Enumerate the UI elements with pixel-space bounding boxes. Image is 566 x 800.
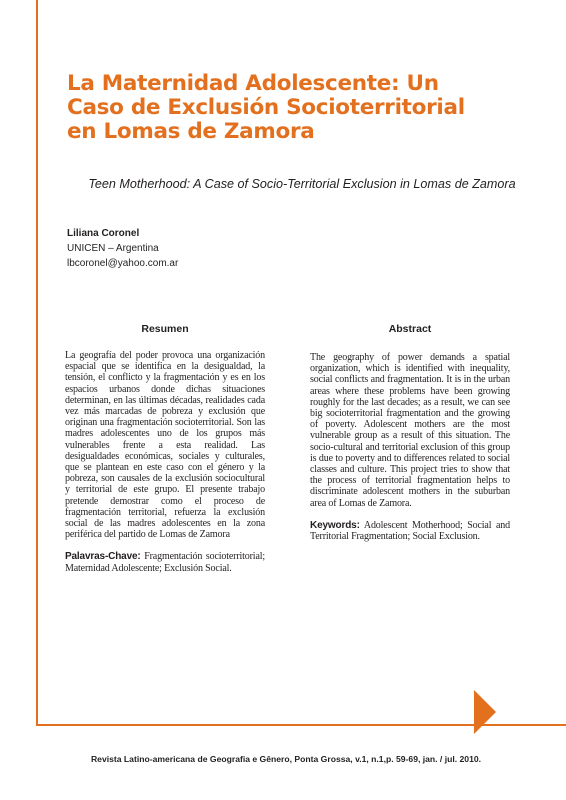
- author-email[interactable]: lbcoronel@yahoo.com.ar: [67, 258, 179, 269]
- resumen-keywords-text: Fragmentación socioterritorial; Maternidad Adolescente; Exclusión Social.: [65, 551, 265, 574]
- abstract-heading: Abstract: [388, 323, 432, 335]
- author-name: Liliana Coronel: [67, 228, 140, 239]
- abstract-keywords-label: Keywords:: [310, 519, 360, 531]
- author-block: [67, 226, 178, 271]
- resumen-heading: Resumen: [141, 323, 189, 335]
- abstract-column: [310, 322, 510, 542]
- resumen-text: La geografía del poder provoca una organización espacial que se identifica en la desigualdad, la tensión, el conflicto y la fragmentación y es en los espacios urbanos donde dichas situaciones determinan, en las últimas décadas, realidades cada vez más marcadas de pobreza y exclusión que originan una fragmentación socioterritorial. Son las madres adolescentes uno de los grupos más vulnerables frente a esta realidad. Las desigualdades económicas, sociales y culturales, que se plantean en este caso con el género y la pobreza, son causales de la exclusión sociocultural y territorial de este grupo. El presente trabajo pretende demostrar como el proceso de fragmentación territorial, refuerza la exclusión social de las madres adolescentes en la zona periférica del partido de Lomas de Zamora: [65, 350, 265, 541]
- resumen-keywords: [65, 551, 265, 573]
- article-title: [67, 72, 537, 144]
- page-frame-left-rule: [36, 0, 38, 726]
- author-affiliation: UNICEN – Argentina: [67, 243, 159, 254]
- article-title-line: en Lomas de Zamora: [67, 119, 315, 144]
- journal-citation-footer: Revista Latino-americana de Geografia e Gênero, Ponta Grossa, v.1, n.1,p. 59-69, jan. / jul. 2010.: [90, 754, 482, 764]
- abstract-keywords: [310, 520, 510, 542]
- english-title: Teen Motherhood: A Case of Socio-Territorial Exclusion in Lomas de Zamora: [88, 177, 516, 191]
- resumen-keywords-label: Palavras-Chave:: [65, 551, 141, 563]
- article-title-line: La Maternidad Adolescente: Un: [67, 71, 439, 96]
- abstract-keywords-text: Adolescent Motherhood; Social and Territorial Fragmentation; Social Exclusion.: [310, 519, 510, 543]
- corner-arrow-icon: [474, 690, 496, 734]
- resumen-column: [65, 322, 265, 574]
- abstract-text: The geography of power demands a spatial organization, which is identified with inequality, social conflicts and fragmentation. It is in the urban areas where these problems have been growing roughly for the last decades; as a result, we can see big socioterritorial fragmentation and the growing of poverty. Adolescent mothers are the most vulnerable group as a result of this situation. The socio-cultural and territorial exclusion of this group is due to poverty and to differences related to social classes and culture. This project tries to show that the process of territorial fragmentation helps to discriminate adolescent mothers in the suburban area of Lomas de Zamora.: [310, 352, 510, 509]
- article-title-line: Caso de Exclusión Socioterritorial: [67, 95, 465, 120]
